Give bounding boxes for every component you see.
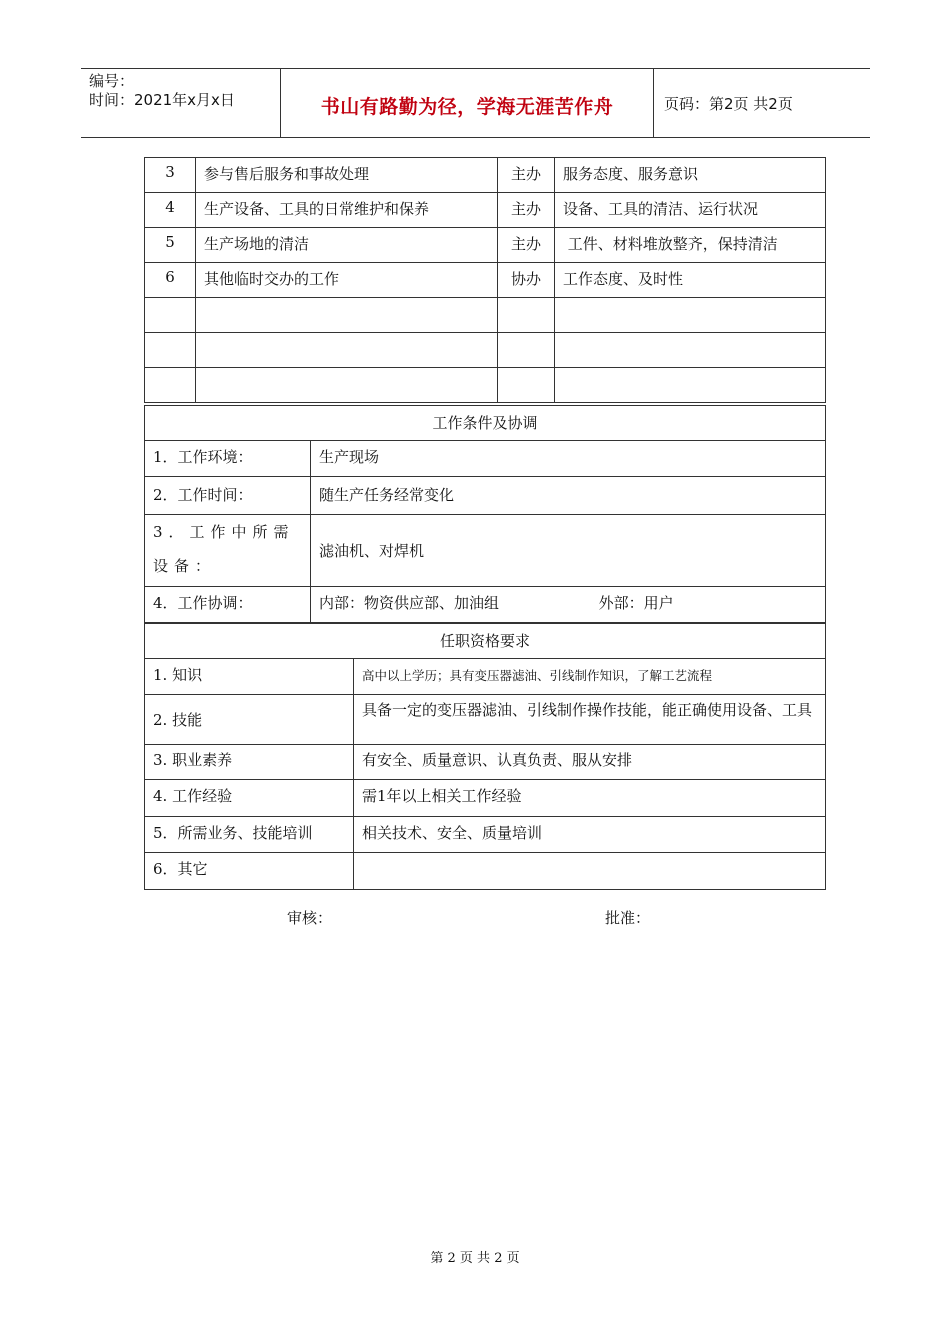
review-label: 审核：	[287, 909, 333, 927]
table-row	[145, 780, 826, 817]
section-title-row	[145, 406, 826, 441]
table-row	[145, 158, 826, 193]
qual-value: 需1年以上相关工作经验	[354, 780, 826, 817]
section-title-row	[145, 624, 826, 659]
table-row	[145, 228, 826, 263]
qual-value: 具备一定的变压器滤油、引线制作操作技能，能正确使用设备、工具	[354, 695, 826, 745]
table-row	[145, 263, 826, 298]
duty-no: 6	[145, 263, 196, 298]
env-label: 1．工作环境：	[145, 441, 311, 477]
table-row	[145, 587, 826, 623]
coord-internal: 内部：物资供应部、加油组	[319, 594, 500, 612]
conditions-table	[144, 405, 826, 623]
duty-task: 参与售后服务和事故处理	[196, 158, 498, 193]
env-value: 生产现场	[311, 441, 826, 477]
duty-task: 其他临时交办的工作	[196, 263, 498, 298]
table-row	[145, 695, 826, 745]
duty-no: 4	[145, 193, 196, 228]
header-motto: 书山有路勤为径，学海无涯苦作舟	[320, 95, 614, 118]
qual-value	[354, 853, 826, 890]
empty-row	[145, 368, 826, 403]
empty-row	[145, 333, 826, 368]
table-row	[145, 477, 826, 515]
coord-label: 4．工作协调：	[145, 587, 311, 623]
header-motto-cell	[281, 69, 654, 137]
page-footer: 第 2 页 共 2 页	[430, 1251, 520, 1266]
qual-label: 2. 技能	[145, 695, 354, 745]
duties-table	[144, 157, 826, 403]
table-row	[145, 745, 826, 780]
coord-value	[311, 587, 826, 623]
conditions-title: 工作条件及协调	[145, 406, 826, 441]
qualifications-table	[144, 623, 826, 890]
duty-standard: 服务态度、服务意识	[555, 158, 826, 193]
header-meta	[81, 69, 281, 137]
equip-value: 滤油机、对焊机	[311, 515, 826, 587]
equip-label: 3．工作中所需设备：	[145, 515, 311, 587]
duty-standard: 工件、材料堆放整齐，保持清洁	[555, 228, 826, 263]
doc-date-label: 时间：2021年x月x日	[89, 91, 235, 109]
duty-standard: 工作态度、及时性	[555, 263, 826, 298]
coord-external: 外部：用户	[598, 594, 674, 612]
duty-no: 3	[145, 158, 196, 193]
time-value: 随生产任务经常变化	[311, 477, 826, 515]
qual-value: 高中以上学历；具有变压器滤油、引线制作知识，了解工艺流程	[354, 659, 826, 695]
table-row	[145, 441, 826, 477]
table-row	[145, 817, 826, 853]
duty-task: 生产场地的清洁	[196, 228, 498, 263]
duty-standard: 设备、工具的清洁、运行状况	[555, 193, 826, 228]
doc-number-label: 编号：	[89, 72, 135, 90]
qual-label: 1. 知识	[145, 659, 354, 695]
empty-row	[145, 298, 826, 333]
table-row	[145, 515, 826, 587]
time-label: 2．工作时间：	[145, 477, 311, 515]
duty-role: 主办	[498, 158, 555, 193]
duty-role: 主办	[498, 193, 555, 228]
qual-label: 6．其它	[145, 853, 354, 890]
table-row	[145, 193, 826, 228]
approve-label: 批准：	[605, 909, 651, 927]
header-page-info: 页码：第2页 共2页	[664, 94, 793, 113]
table-row	[145, 659, 826, 695]
page-header	[81, 68, 870, 138]
qualifications-title: 任职资格要求	[145, 624, 826, 659]
qual-label: 4. 工作经验	[145, 780, 354, 817]
duty-no: 5	[145, 228, 196, 263]
duty-role: 主办	[498, 228, 555, 263]
table-row	[145, 853, 826, 890]
qual-value: 相关技术、安全、质量培训	[354, 817, 826, 853]
duty-role: 协办	[498, 263, 555, 298]
qual-value: 有安全、质量意识、认真负责、服从安排	[354, 745, 826, 780]
duty-task: 生产设备、工具的日常维护和保养	[196, 193, 498, 228]
qual-label: 3. 职业素养	[145, 745, 354, 780]
qual-label: 5．所需业务、技能培训	[145, 817, 354, 853]
